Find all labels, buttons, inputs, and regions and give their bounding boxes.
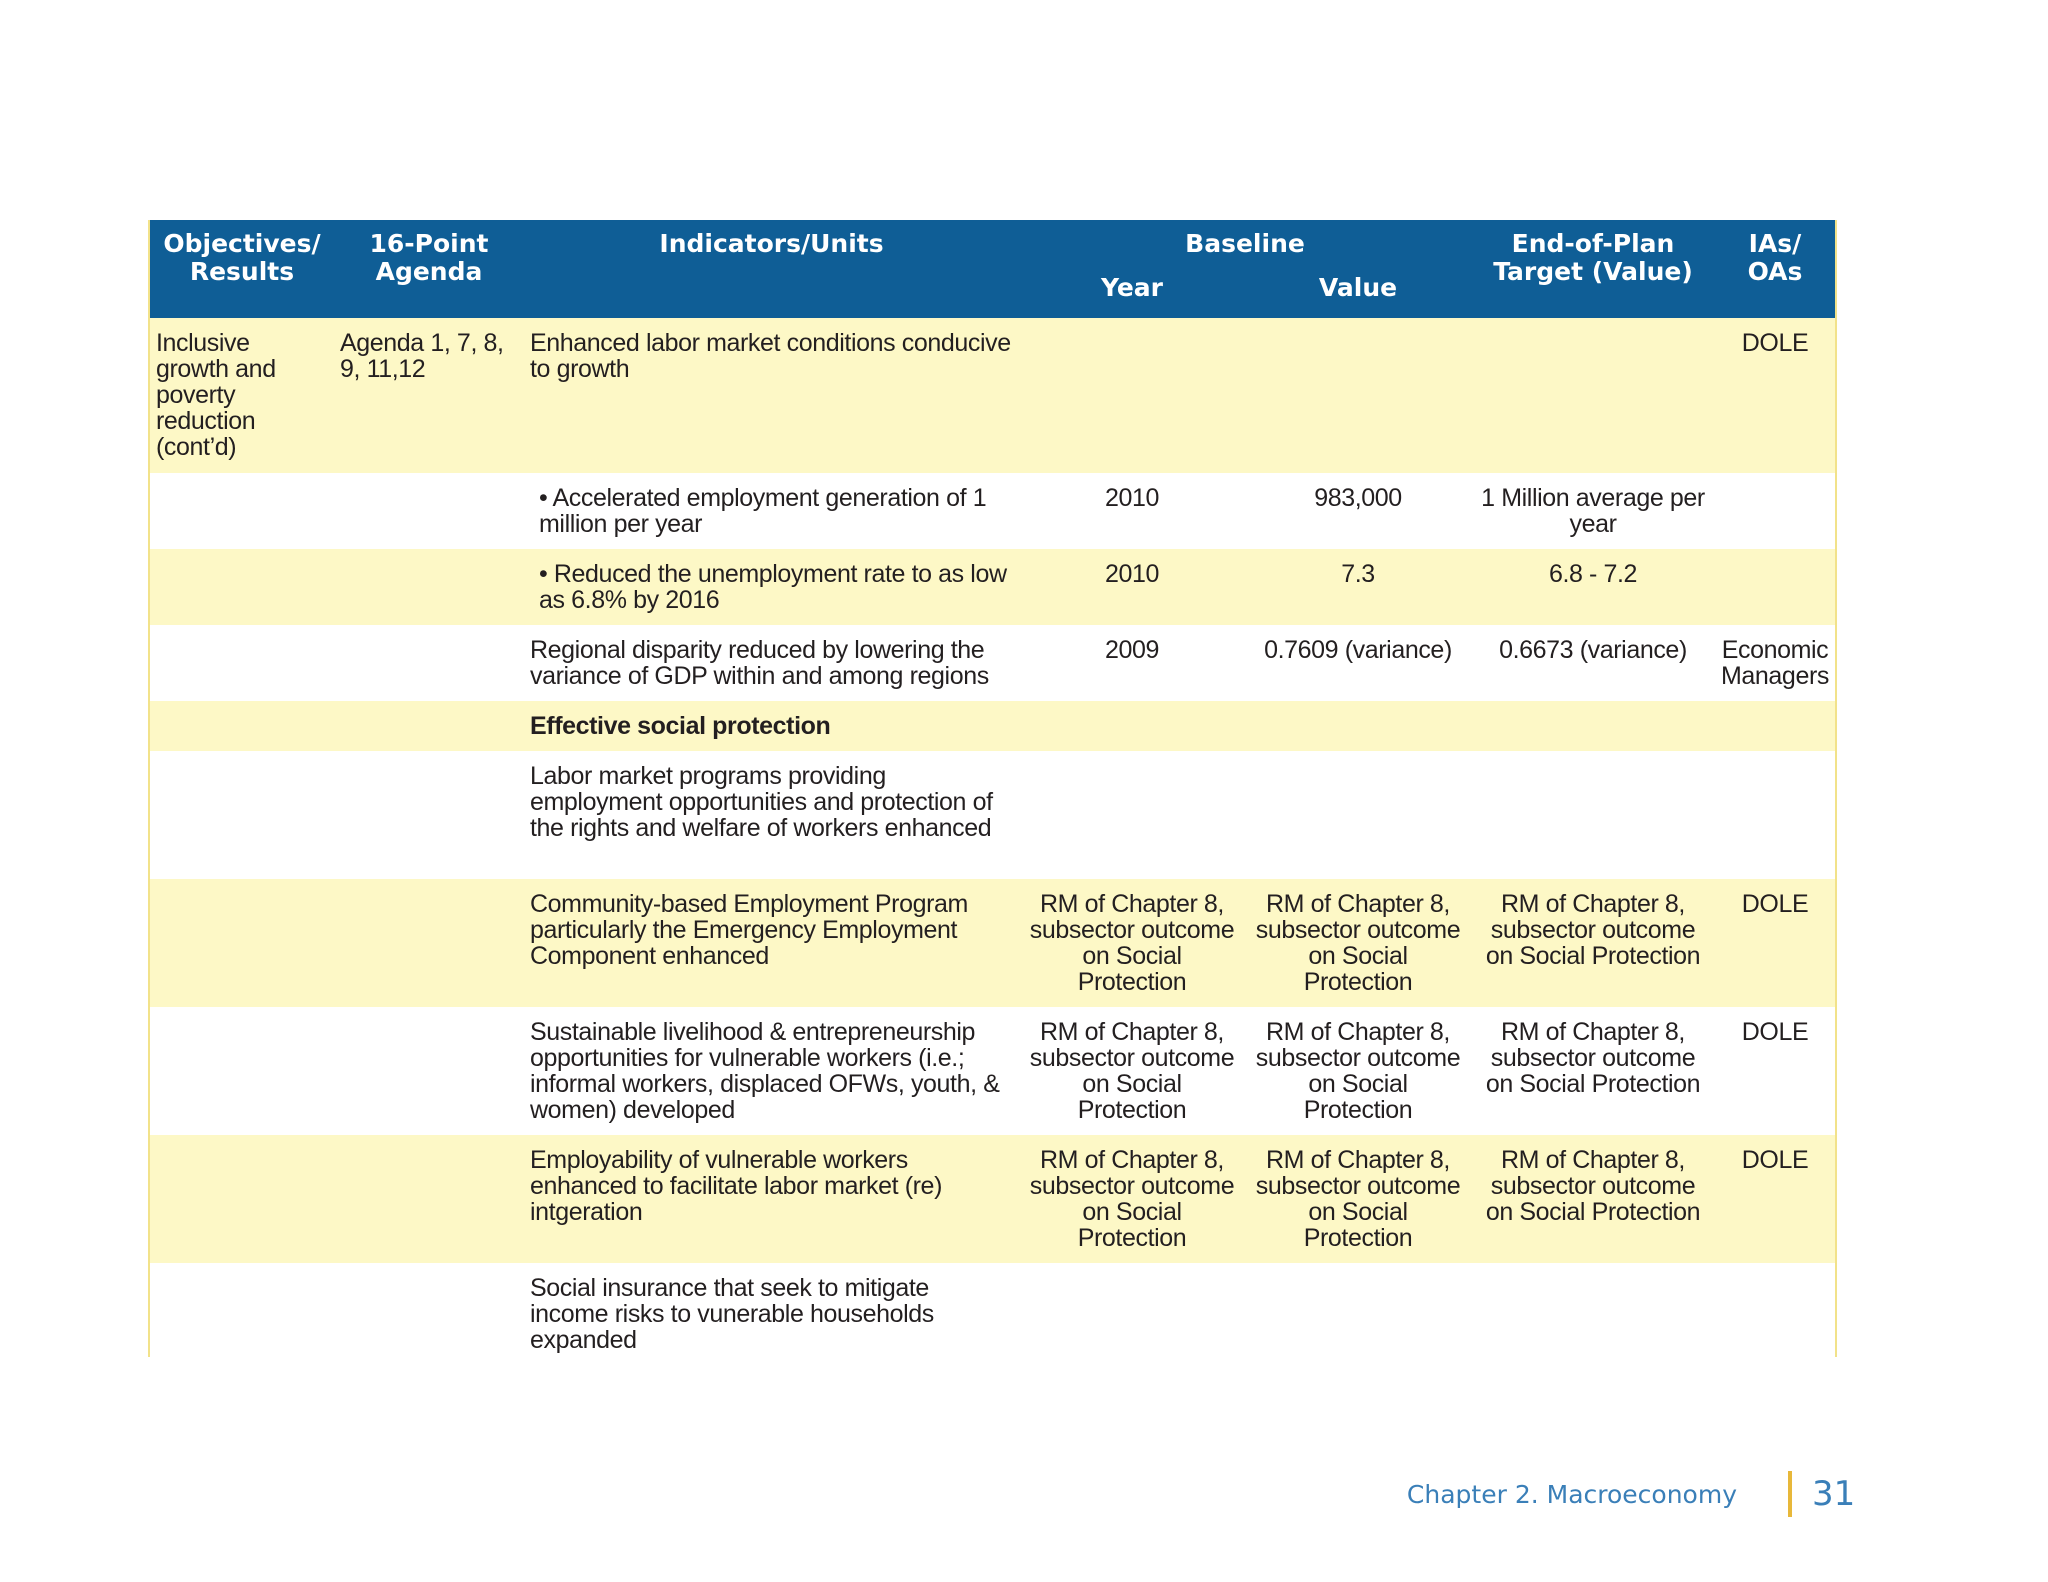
cell-agenda xyxy=(334,701,524,751)
page-number: 31 xyxy=(1812,1474,1856,1514)
cell-target: 1 Million average per year xyxy=(1471,473,1715,549)
cell-agenda xyxy=(334,473,524,549)
cell-target: 0.6673 (variance) xyxy=(1471,625,1715,701)
cell-indicator: Labor market programs providing employment opportunities and protection of the rights and welfare of workers enhanced xyxy=(524,751,1019,879)
cell-year: RM of Chapter 8, subsector outcome on Social Protection xyxy=(1019,1135,1245,1263)
cell-target: 6.8 - 7.2 xyxy=(1471,549,1715,625)
cell-year xyxy=(1019,751,1245,879)
header-target: End-of-Plan Target (Value) xyxy=(1471,220,1715,318)
table-row xyxy=(150,701,1835,751)
cell-year: RM of Chapter 8, subsector outcome on Social Protection xyxy=(1019,1007,1245,1135)
cell-value: RM of Chapter 8, subsector outcome on Social Protection xyxy=(1245,1135,1471,1263)
header-value: Value xyxy=(1245,268,1471,318)
cell-objectives xyxy=(150,879,334,1007)
cell-value: RM of Chapter 8, subsector outcome on Social Protection xyxy=(1245,1007,1471,1135)
cell-value xyxy=(1245,751,1471,879)
table-row xyxy=(150,751,1835,879)
cell-year: 2010 xyxy=(1019,473,1245,549)
cell-value xyxy=(1245,318,1471,473)
cell-year: 2009 xyxy=(1019,625,1245,701)
cell-agenda xyxy=(334,1263,524,1357)
table-row xyxy=(150,1007,1835,1135)
cell-target xyxy=(1471,318,1715,473)
cell-ias xyxy=(1715,473,1835,549)
cell-agenda xyxy=(334,879,524,1007)
cell-indicator: Enhanced labor market conditions conducive to growth xyxy=(524,318,1019,473)
cell-ias: DOLE xyxy=(1715,879,1835,1007)
header-objectives: Objectives/ Results xyxy=(150,220,334,318)
cell-target xyxy=(1471,701,1715,751)
cell-ias xyxy=(1715,701,1835,751)
cell-year: RM of Chapter 8, subsector outcome on Social Protection xyxy=(1019,879,1245,1007)
table-row xyxy=(150,318,1835,473)
cell-ias xyxy=(1715,1263,1835,1357)
results-matrix-table xyxy=(150,220,1835,1357)
cell-objectives xyxy=(150,1263,334,1357)
cell-indicator-section-heading: Effective social protection xyxy=(524,701,1019,751)
cell-indicator: Community-based Employment Program particularly the Emergency Employment Component enhanced xyxy=(524,879,1019,1007)
cell-agenda xyxy=(334,1135,524,1263)
cell-ias xyxy=(1715,549,1835,625)
cell-target: RM of Chapter 8, subsector outcome on Social Protection xyxy=(1471,1135,1715,1263)
cell-target: RM of Chapter 8, subsector outcome on Social Protection xyxy=(1471,1007,1715,1135)
cell-ias: DOLE xyxy=(1715,1007,1835,1135)
cell-ias: DOLE xyxy=(1715,318,1835,473)
table-row xyxy=(150,879,1835,1007)
table-row xyxy=(150,473,1835,549)
footer-chapter-title: Chapter 2. Macroeconomy xyxy=(1406,1480,1737,1509)
cell-value: 983,000 xyxy=(1245,473,1471,549)
cell-objectives xyxy=(150,625,334,701)
footer-divider xyxy=(1788,1471,1792,1517)
cell-ias: Economic Managers xyxy=(1715,625,1835,701)
cell-target xyxy=(1471,1263,1715,1357)
cell-value: 7.3 xyxy=(1245,549,1471,625)
cell-value xyxy=(1245,1263,1471,1357)
header-agenda: 16-Point Agenda xyxy=(334,220,524,318)
cell-agenda xyxy=(334,625,524,701)
cell-agenda xyxy=(334,751,524,879)
cell-indicator: • Reduced the unemployment rate to as low as 6.8% by 2016 xyxy=(524,549,1019,625)
cell-indicator: Social insurance that seek to mitigate income risks to vunerable households expanded xyxy=(524,1263,1019,1357)
results-matrix-table-container xyxy=(148,220,1837,1357)
cell-ias xyxy=(1715,751,1835,879)
cell-ias: DOLE xyxy=(1715,1135,1835,1263)
table-row xyxy=(150,1263,1835,1357)
cell-objectives xyxy=(150,1135,334,1263)
cell-year: 2010 xyxy=(1019,549,1245,625)
cell-agenda: Agenda 1, 7, 8, 9, 11,12 xyxy=(334,318,524,473)
cell-objectives: Inclusive growth and poverty reduction (cont’d) xyxy=(150,318,334,473)
cell-target xyxy=(1471,751,1715,879)
cell-objectives xyxy=(150,549,334,625)
cell-indicator: • Accelerated employment generation of 1 million per year xyxy=(524,473,1019,549)
header-year: Year xyxy=(1019,268,1245,318)
cell-year xyxy=(1019,318,1245,473)
cell-indicator: Regional disparity reduced by lowering the variance of GDP within and among regions xyxy=(524,625,1019,701)
table-row xyxy=(150,1135,1835,1263)
header-baseline: Baseline xyxy=(1019,220,1471,268)
cell-objectives xyxy=(150,1007,334,1135)
table-header xyxy=(150,220,1835,318)
cell-agenda xyxy=(334,549,524,625)
cell-year xyxy=(1019,1263,1245,1357)
header-ias: IAs/ OAs xyxy=(1715,220,1835,318)
cell-year xyxy=(1019,701,1245,751)
cell-target: RM of Chapter 8, subsector outcome on Social Protection xyxy=(1471,879,1715,1007)
table-body xyxy=(150,318,1835,1357)
table-row xyxy=(150,625,1835,701)
cell-agenda xyxy=(334,1007,524,1135)
cell-objectives xyxy=(150,701,334,751)
cell-value: RM of Chapter 8, subsector outcome on Social Protection xyxy=(1245,879,1471,1007)
cell-value: 0.7609 (variance) xyxy=(1245,625,1471,701)
cell-indicator: Sustainable livelihood & entrepreneurship opportunities for vulnerable workers (i.e.; informal workers, displaced OFWs, youth, & women) developed xyxy=(524,1007,1019,1135)
header-indicators: Indicators/Units xyxy=(524,220,1019,318)
cell-value xyxy=(1245,701,1471,751)
cell-objectives xyxy=(150,473,334,549)
cell-indicator: Employability of vulnerable workers enhanced to facilitate labor market (re) intgeration xyxy=(524,1135,1019,1263)
table-row xyxy=(150,549,1835,625)
cell-objectives xyxy=(150,751,334,879)
